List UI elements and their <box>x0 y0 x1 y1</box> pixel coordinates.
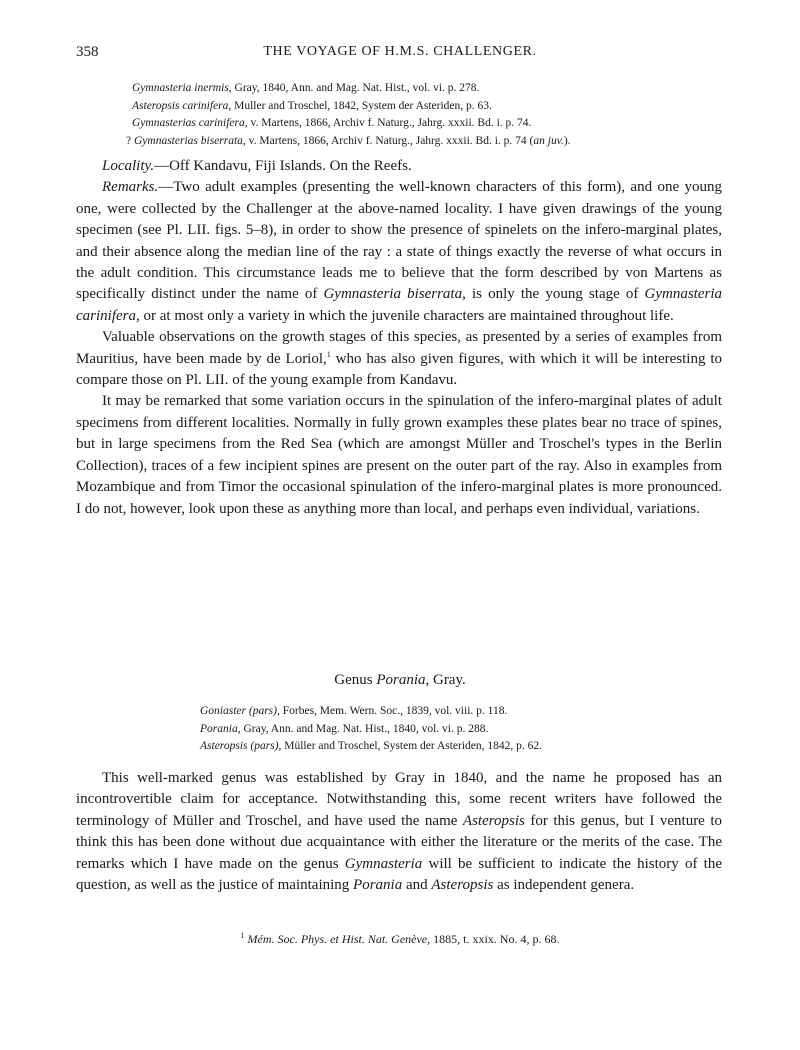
remarks-text: —Two adult examples (presenting the well-known characters of this form), and one young one, were collected by the Challenger at the above-named locality. I have given drawings of the young specimen (see Pl. LII. figs. 5–8), in order to show the presence of spinelets on the infero-marginal plates, and their absence along the median line of the ray : a state of things exactly the reverse of what occurs in the adult condition. This circumstance leads me to believe that the form described by von Martens as specifically distinct under the name of <box>76 179 722 303</box>
species-name: Gymnasteria biserrata, <box>323 286 466 303</box>
citation: , Muller and Troschel, 1842, System der Asteriden, p. 63. <box>228 99 492 112</box>
growth-stages-paragraph <box>76 327 722 391</box>
synonymy-list-2 <box>200 703 760 756</box>
synonymy-entry <box>132 98 732 116</box>
locality-text: —Off Kandavu, Fiji Islands. On the Reefs. <box>154 158 412 174</box>
genus-authority: , Gray. <box>425 672 466 688</box>
running-head: THE VOYAGE OF H.M.S. CHALLENGER. <box>263 44 537 59</box>
footnote-citation: , 1885, t. xxix. No. 4, p. 68. <box>427 932 560 946</box>
page-number: 358 <box>76 44 99 60</box>
remarks-label: Remarks. <box>102 179 159 196</box>
genus-name: Gymnasteria <box>344 855 423 872</box>
taxon-name: Gymnasteria inermis <box>132 82 229 94</box>
taxon-name: Goniaster <box>200 705 246 717</box>
remarks-text: or at most only a variety in which the juvenile characters are maintained throughout life. <box>139 307 674 324</box>
paragraph-text: and <box>402 877 432 894</box>
synonymy-entry <box>200 738 760 756</box>
paragraph-text: who has also given figures, with which it will be interesting to compare those on Pl. LII. of the young example from Kandavu. <box>76 350 722 389</box>
genus-label: Genus <box>334 672 377 688</box>
taxon-name: Porania <box>200 722 238 735</box>
synonymy-list-1 <box>126 80 732 150</box>
locality-label: Locality. <box>102 158 155 174</box>
genus-name: Asteropsis <box>462 812 525 829</box>
taxon-name: Gymnasterias carinifera <box>132 117 245 129</box>
citation: , Müller and Troschel, System der Asteriden, 1842, p. 62. <box>278 740 543 752</box>
paragraph-text: as independent genera. <box>493 877 635 894</box>
text-block-2 <box>76 768 722 896</box>
pars-note: (pars) <box>247 740 279 752</box>
page-header <box>76 44 724 64</box>
footnote <box>0 932 800 947</box>
paragraph-text: Valuable observations on the growth stages of this species, as presented by a series of examples from Mauritius, have been made by de Loriol, <box>76 329 722 367</box>
citation: , Gray, 1840, Ann. and Mag. Nat. Hist., vol. vi. p. 278. <box>228 82 480 94</box>
taxon-name: Asteropsis <box>200 740 248 752</box>
synonymy-entry <box>126 133 732 151</box>
remarks-paragraph <box>76 177 722 327</box>
genus-name: Asteropsis <box>431 877 494 894</box>
footnote-marker: 1 <box>240 931 245 940</box>
remarks-text: is only the young stage of <box>465 286 645 303</box>
genus-name: Porania <box>353 877 403 894</box>
citation: , v. Martens, 1866, Archiv f. Naturg., Jahrg. xxxii. Bd. i. p. 74. <box>244 117 532 129</box>
citation: , Gray, Ann. and Mag. Nat. Hist., 1840, vol. vi. p. 288. <box>237 722 489 735</box>
paragraph-text: will be sufficient to indicate the history of the question, as well as the justice of maintaining <box>76 855 722 894</box>
synonymy-entry <box>200 703 760 721</box>
pars-note: (pars) <box>246 705 277 717</box>
paragraph-text: for this genus, but I venture to think this has been done without due acquaintance with either the literature or the merits of the case. The remarks which I have made on the genus <box>76 812 722 872</box>
query-mark: ? <box>126 134 134 147</box>
variation-paragraph: It may be remarked that some variation occurs in the spinulation of the infero-marginal plates of adult specimens from different localities. Normally in fully grown examples these plates bear no trace of spines, but in large specimens from the Red Sea (which are amongst Müller and Troschel's types in the Berlin Collection), traces of a few incipient spines are present on the outer part of the ray. Also in examples from Mozambique and from Timor the occasional spinulation of the infero-marginal plates is more pronounced. I do not, however, look upon these as anything more than local, and perhaps even individual, variations. <box>76 393 722 517</box>
juvenile-note: an juv. <box>533 134 564 147</box>
genus-discussion-paragraph <box>76 768 722 896</box>
synonymy-entry <box>132 80 732 98</box>
footnote-ref: 1 <box>326 349 331 359</box>
text-block-1 <box>76 156 722 520</box>
locality-paragraph <box>76 156 722 177</box>
species-name: Gymnasteria carinifera, <box>76 286 722 324</box>
genus-heading <box>0 672 800 689</box>
paragraph-text: This well-marked genus was established by Gray in 1840, and the name he proposed has an incontrovertible claim for acceptance. Notwithstanding this, some recent writers have followed the terminology of Müller and Troschel, and have used the name <box>76 770 722 829</box>
footnote-journal: Mém. Soc. Phys. et Hist. Nat. Genève <box>247 932 428 946</box>
taxon-name: Gymnasterias biserrata <box>133 134 243 147</box>
citation: , v. Martens, 1866, Archiv f. Naturg., Jahrg. xxxii. Bd. i. p. 74 ( <box>242 134 534 147</box>
citation-end: ). <box>563 134 571 147</box>
genus-name: Porania <box>376 672 426 688</box>
taxon-name: Asteropsis carinifera <box>132 99 229 112</box>
synonymy-entry <box>200 721 760 739</box>
synonymy-entry <box>132 115 732 133</box>
citation: , Forbes, Mem. Wern. Soc., 1839, vol. viii. p. 118. <box>277 705 508 717</box>
